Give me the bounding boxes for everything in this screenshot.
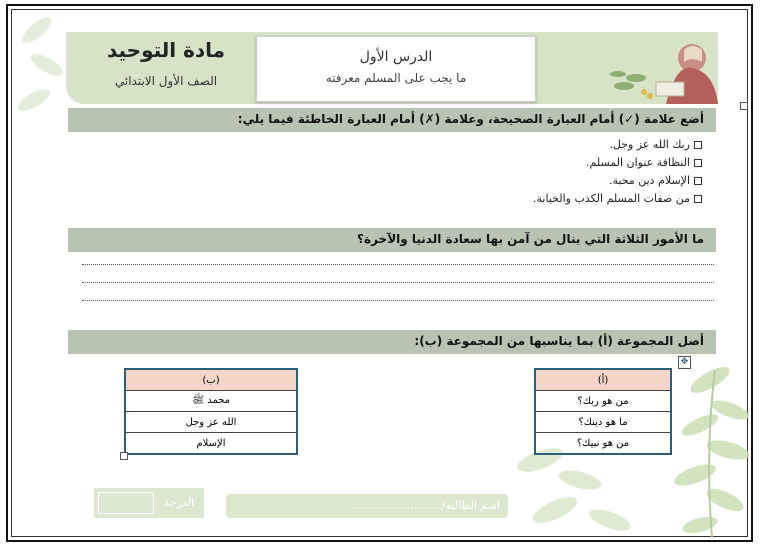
leaf-decoration-icon (12, 10, 72, 140)
worksheet-page (66, 32, 718, 522)
section1-bar (68, 108, 716, 132)
true-false-item (533, 192, 702, 205)
lesson-title: الدرس الأول (359, 49, 433, 65)
true-false-item (609, 138, 702, 151)
section1-instruction: أضع علامة (✓) أمام العبارة الصحيحة، وعلامة (✗) أمام العبارة الخاطئة فيما يلي: (237, 112, 704, 126)
section3-instruction: أصل المجموعة (أ) بما يناسبها من المجموعة (ب): (414, 334, 704, 348)
checkbox[interactable] (694, 195, 702, 203)
anchor-mark (740, 102, 748, 110)
answer-line[interactable] (82, 282, 714, 283)
section3-bar (68, 330, 716, 354)
table-resize-handle[interactable] (120, 452, 128, 460)
student-name-label: اسم الطالبة/.......................... (350, 499, 500, 512)
group-b-cell[interactable]: الإسلام (125, 433, 297, 455)
checkbox[interactable] (694, 159, 702, 167)
group-b-table (124, 368, 298, 455)
student-name-bar (226, 494, 508, 518)
grade-label: الصف الأول الابتدائي (114, 74, 218, 88)
group-b-header: (ب) (125, 369, 297, 391)
section2-question: ما الأمور الثلاثة التي ينال من آمن بها سعادة الدنيا والآخرة؟ (357, 232, 704, 246)
group-a-header: (أ) (535, 369, 671, 391)
true-false-item (609, 174, 702, 187)
item-text: النظافة عنوان المسلم. (586, 156, 690, 169)
answer-line[interactable] (82, 264, 714, 265)
group-b-cell[interactable]: الله عز وجل (125, 412, 297, 433)
answer-line[interactable] (82, 300, 714, 301)
item-text: الإسلام دين محبة. (609, 174, 690, 187)
grade-box (94, 488, 204, 518)
group-b-cell[interactable]: محمد ﷺ (125, 391, 297, 412)
checkbox[interactable] (694, 141, 702, 149)
group-a-cell[interactable]: من هو نبيك؟ (535, 433, 671, 455)
true-false-item (586, 156, 702, 169)
item-text: ربك الله عز وجل. (609, 138, 690, 151)
girl-reading-illustration-icon (596, 36, 718, 104)
group-a-cell[interactable]: من هو ربك؟ (535, 391, 671, 412)
subject-title: مادة التوحيد (106, 38, 226, 62)
section2-bar (68, 228, 716, 252)
item-text: من صفات المسلم الكذب والخيانة. (533, 192, 690, 205)
group-a-cell[interactable]: ما هو دينك؟ (535, 412, 671, 433)
grade-box-label: الدرجة (164, 496, 195, 509)
table-move-handle-icon[interactable]: ✥ (678, 356, 691, 369)
lesson-subtitle: ما يجب على المسلم معرفته (325, 71, 467, 85)
grade-field[interactable] (98, 492, 154, 514)
group-a-table (534, 368, 672, 455)
checkbox[interactable] (694, 177, 702, 185)
lesson-box (256, 36, 536, 102)
